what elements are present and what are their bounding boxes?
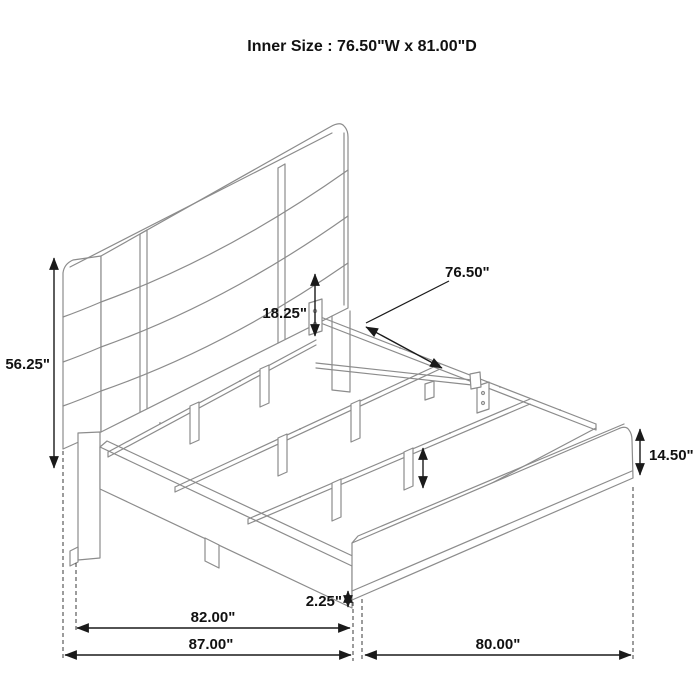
- dim-label-inner-width: 76.50": [445, 264, 490, 281]
- bed-frame-drawing: [63, 124, 633, 608]
- footboard: [352, 424, 633, 600]
- dim-label-footboard-clearance: 2.25": [305, 593, 342, 610]
- cross-rail-middle: [175, 364, 440, 492]
- dim-label-footboard-height: 14.50": [649, 447, 694, 464]
- page-title: Inner Size : 76.50"W x 81.00"D: [247, 38, 477, 55]
- dim-arrow-inner-width: [366, 327, 442, 368]
- headboard-leg-right: [332, 311, 350, 392]
- dim-label-headboard-inner-height: 18.25": [262, 305, 307, 322]
- dim-label-overall-width: 80.00": [475, 636, 521, 653]
- headboard: [63, 124, 348, 449]
- headboard-leg-left: [70, 432, 100, 566]
- rail-clip: [425, 381, 434, 400]
- dim-label-overall-length: 87.00": [188, 636, 234, 653]
- dim-leader-inner-width: [366, 281, 449, 323]
- dim-label-side-inner-length: 82.00": [190, 609, 236, 626]
- dim-label-headboard-height: 56.25": [5, 356, 50, 373]
